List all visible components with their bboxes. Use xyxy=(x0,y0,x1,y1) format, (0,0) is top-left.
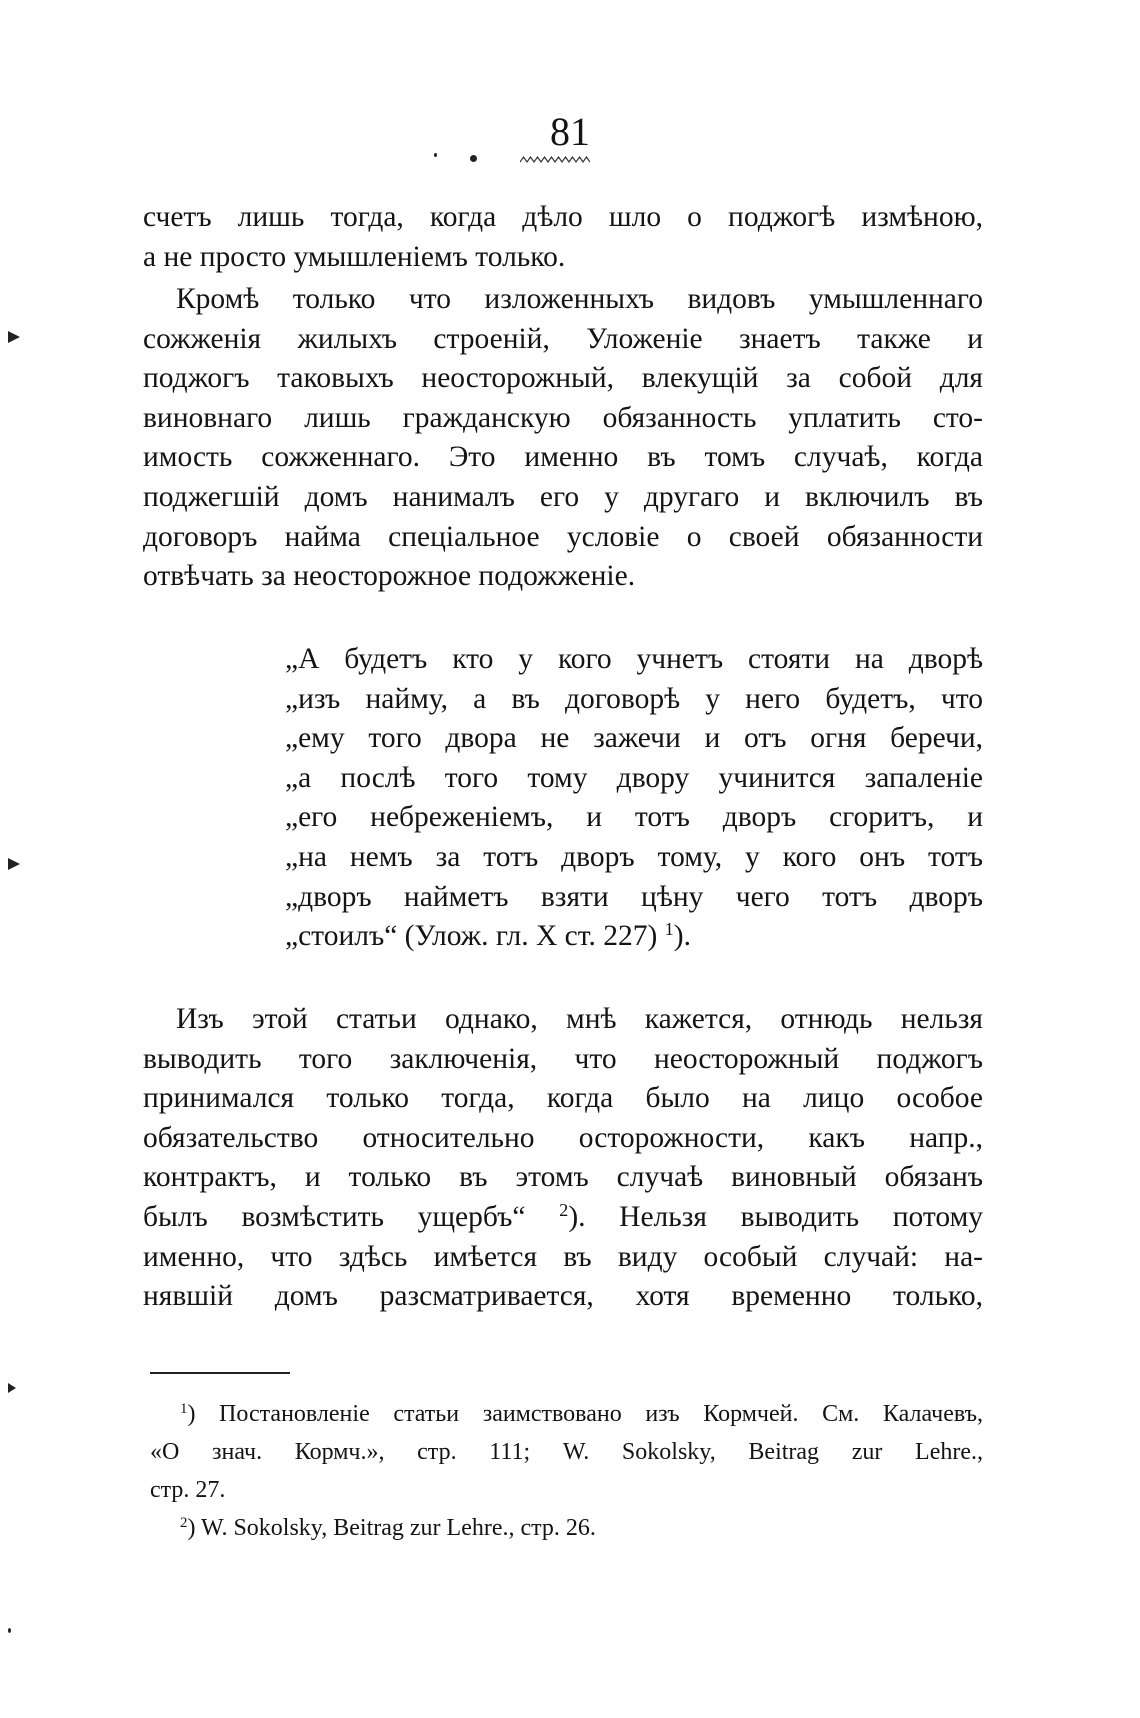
quote-line: „его небреженіемъ, и тотъ дворъ сгоритъ, и xyxy=(285,801,983,834)
text-line: договоръ найма спеціальное условіе о своей обязанности xyxy=(143,520,983,553)
footnote-1 xyxy=(150,1395,983,1433)
footnote-line: «О знач. Кормч.», стр. 111; W. Sokolsky, Beitrag zur Lehre., xyxy=(150,1439,983,1465)
legal-quotation xyxy=(285,640,983,957)
footnote-marker: 2 xyxy=(180,1514,188,1531)
quote-last-line-end: ). xyxy=(673,920,691,953)
paragraph-careless-arson xyxy=(143,280,983,597)
text-line: Изъ этой статьи однако, мнѣ кажется, отнюдь нельзя xyxy=(176,1003,983,1035)
stray-dot xyxy=(470,155,477,162)
footnote-marker: 1 xyxy=(180,1400,188,1417)
footnote-text: ) W. Sokolsky, Beitrag zur Lehre., стр. 26. xyxy=(187,1515,596,1541)
text-line: контрактъ, и только въ этомъ случаѣ виновный обязанъ xyxy=(143,1161,983,1194)
margin-arrow-mark xyxy=(8,858,20,870)
text-line-start: былъ возмѣстить ущербъ“ xyxy=(143,1200,560,1233)
text-line: обязательство относительно осторожности, какъ напр., xyxy=(143,1121,983,1154)
quote-last-line-text: „стоилъ“ (Улож. гл. Х ст. 227) xyxy=(285,920,665,953)
text-line: поджегшій домъ нанималъ его у другаго и включилъ въ xyxy=(143,480,983,513)
quote-line: „а послѣ того тому двору учинится запаленіе xyxy=(285,761,983,794)
footnote-text: ) Постановленіе статьи заимствовано изъ Кормчей. См. Калачевъ, xyxy=(187,1401,983,1427)
quote-line: „на немъ за тотъ дворъ тому, у кого онъ тотъ xyxy=(285,840,983,873)
paragraph-interpretation xyxy=(143,1000,983,1317)
text-line-end: ). Нельзя выводить потому xyxy=(568,1200,983,1233)
text-line: отвѣчать за неосторожное подожженіе. xyxy=(143,560,636,593)
text-line: принимался только тогда, когда было на лицо особое xyxy=(143,1082,983,1115)
text-line xyxy=(143,1198,983,1238)
margin-arrow-mark xyxy=(8,1383,16,1393)
stray-dot xyxy=(8,1628,11,1633)
text-line: виновнаго лишь гражданскую обязанность уплатить сто- xyxy=(143,401,983,434)
text-line: поджогъ таковыхъ неосторожный, влекущій за собой для xyxy=(143,362,983,395)
text-line: а не просто умышленіемъ только. xyxy=(143,240,566,273)
footnotes xyxy=(150,1395,983,1547)
text-line: счетъ лишь тогда, когда дѣло шло о поджогѣ измѣною, xyxy=(143,201,983,233)
quote-line: „дворъ найметъ взяти цѣну чего тотъ дворъ xyxy=(285,880,983,913)
text-line: Кромѣ только что изложенныхъ видовъ умышленнаго xyxy=(176,283,983,315)
text-line: нявшій домъ разсматривается, хотя временно только, xyxy=(143,1280,983,1313)
quote-line: „ему того двора не зажечи и отъ огня беречи, xyxy=(285,722,983,755)
footnote-line: стр. 27. xyxy=(150,1477,226,1503)
quote-line: „А будетъ кто у кого учнетъ стояти на дворѣ xyxy=(285,643,983,675)
text-line: именно, что здѣсь имѣется въ виду особый случай: на- xyxy=(143,1240,983,1273)
text-line: имость сожженнаго. Это именно въ томъ случаѣ, когда xyxy=(143,441,983,474)
footnote-reference: 1 xyxy=(664,919,674,940)
footnote-2 xyxy=(150,1509,983,1547)
quote-line: „изъ найму, а въ договорѣ у него будетъ, что xyxy=(285,682,983,715)
footnote-divider xyxy=(150,1372,290,1374)
quote-line xyxy=(285,917,983,957)
paragraph-continuation xyxy=(143,198,983,277)
text-line: выводить того заключенія, что неосторожный поджогъ xyxy=(143,1042,983,1075)
text-line: сожженія жилыхъ строеній, Уложеніе знаетъ также и xyxy=(143,322,983,355)
page-number: 81 xyxy=(550,109,590,154)
margin-arrow-mark xyxy=(8,331,20,343)
footnote-reference: 2 xyxy=(559,1199,569,1220)
stray-dot xyxy=(434,153,437,157)
page-number-ornament xyxy=(520,156,590,164)
